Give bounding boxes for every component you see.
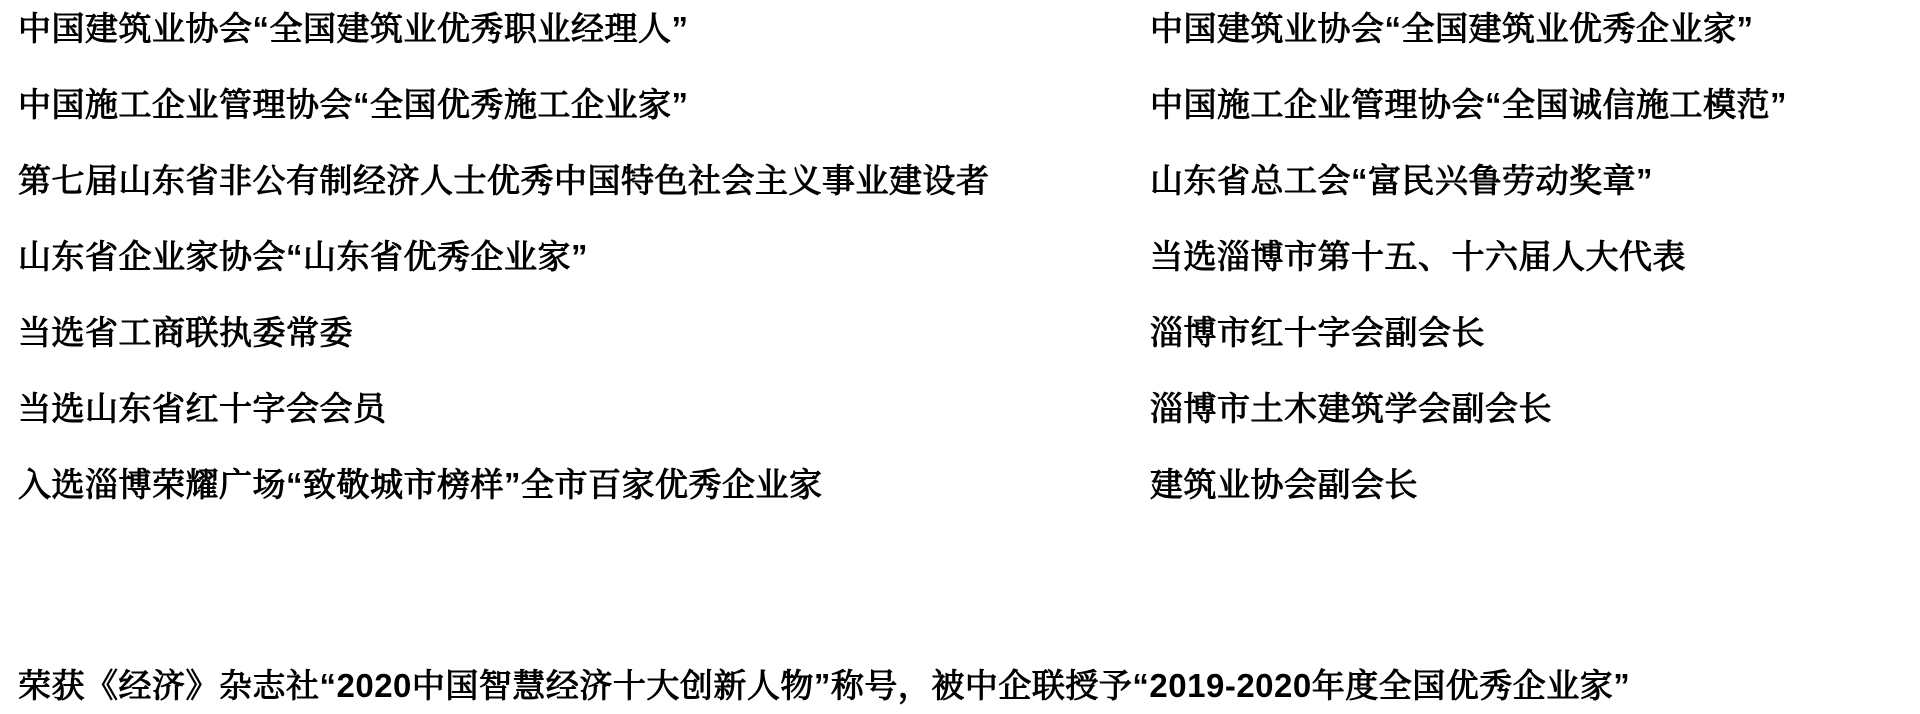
honor-item: 中国建筑业协会“全国建筑业优秀职业经理人”	[18, 10, 689, 47]
honor-item: 山东省总工会“富民兴鲁劳动奖章”	[1150, 162, 1653, 199]
honor-item: 第七届山东省非公有制经济人士优秀中国特色社会主义事业建设者	[18, 162, 990, 199]
honor-item: 山东省企业家协会“山东省优秀企业家”	[18, 238, 588, 275]
honor-item: 入选淄博荣耀广场“致敬城市榜样”全市百家优秀企业家	[18, 466, 823, 503]
honor-footer-item: 荣获《经济》杂志社“2020中国智慧经济十大创新人物”称号，被中企联授予“2019-2020年度全国优秀企业家”	[18, 667, 1631, 704]
honor-item: 建筑业协会副会长	[1150, 466, 1418, 503]
honor-item: 中国施工企业管理协会“全国优秀施工企业家”	[18, 86, 689, 123]
honors-left-column	[0, 12, 1135, 544]
honor-item: 淄博市土木建筑学会副会长	[1150, 390, 1552, 427]
honor-item: 当选省工商联执委常委	[18, 314, 353, 351]
honor-item: 当选山东省红十字会会员	[18, 390, 387, 427]
honors-right-column	[1135, 12, 1920, 544]
honor-item: 中国建筑业协会“全国建筑业优秀企业家”	[1150, 10, 1754, 47]
honor-item: 淄博市红十字会副会长	[1150, 314, 1485, 351]
honor-item: 中国施工企业管理协会“全国诚信施工模范”	[1150, 86, 1787, 123]
honor-item: 当选淄博市第十五、十六届人大代表	[1150, 238, 1686, 275]
